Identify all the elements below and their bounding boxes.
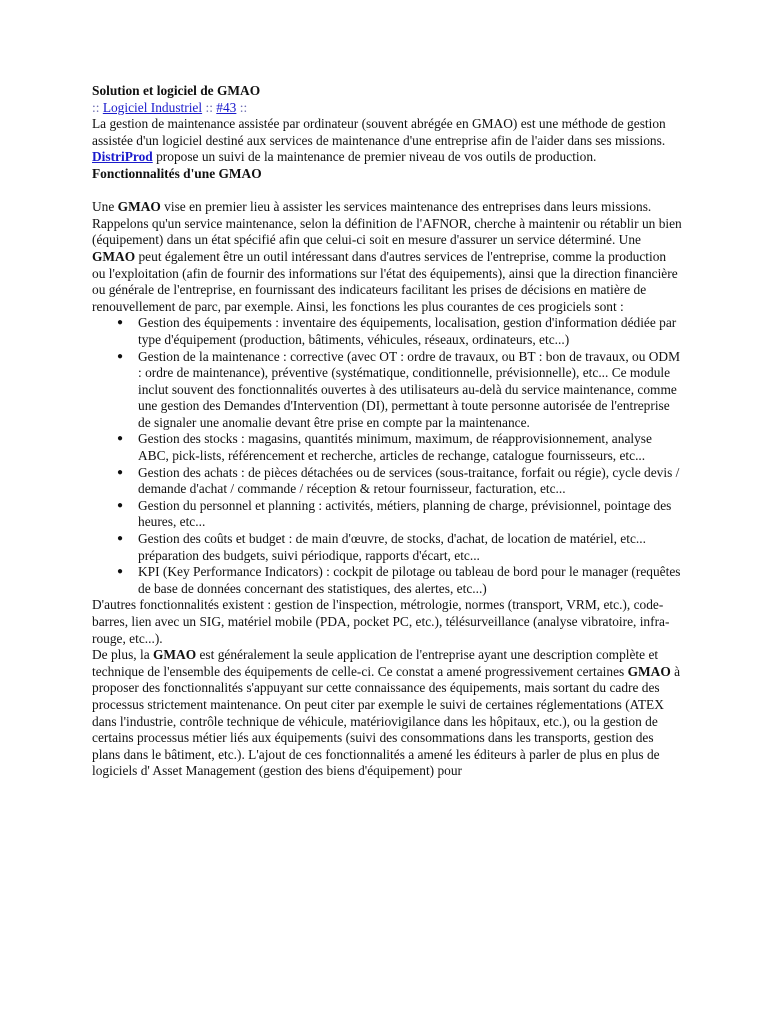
list-item-text: Gestion de la maintenance : corrective (avec OT : ordre de travaux, ou BT : bon de travaux, ou ODM : ordre de maintenance), préventive (systématique, conditionnelle, prévisionnelle), etc... Ce module inclut souvent des fonctionnalités ouvertes à des utilisateurs au-delà du service maintenance, comme une gestion des Demandes d'Intervention (DI), permettant à toute personne autorisée de l'entreprise de signaler une anomalie devant être prise en compte par la maintenance. (138, 348, 681, 430)
paragraph-other-features: D'autres fonctionnalités existent : gestion de l'inspection, métrologie, normes (transport, VRM, etc.), code-barres, lien avec un SIG, matériel mobile (PDA, pocket PC, etc.), télésurveillance (analyse vibratoire, infra-rouge, etc...). (92, 597, 670, 646)
list-item (117, 497, 682, 531)
bullet-icon: ● (117, 533, 124, 545)
bullet-icon: ● (117, 317, 124, 329)
text-run: Une (92, 199, 118, 215)
breadcrumb-link-number[interactable]: #43 (216, 99, 237, 115)
list-item-text: Gestion des stocks : magasins, quantités minimum, maximum, de réapprovisionnement, analyse ABC, pick-lists, référencement et recherche, articles de rechange, catalogue fournisseurs, etc... (138, 431, 652, 464)
paragraph-gmao-intro (92, 199, 682, 315)
text-run: est généralement la seule application de l'entreprise ayant une description complète et technique de l'ensemble des équipements de celle-ci. Ce constat a amené progressivement certaines (92, 647, 659, 679)
blank-line (92, 183, 682, 200)
features-list (92, 315, 682, 597)
text-run: De plus, la (92, 647, 153, 663)
breadcrumb (92, 100, 682, 117)
text-run: vise en premier lieu à assister les services maintenance des entreprises dans leurs missions. Rappelons qu'un service maintenance, selon la définition de l'AFNOR, cherche à maintenir ou rétablir un bien (équipement) dans un état spécifié afin que celui-ci soit en mesure d'assurer un service déterminé. Une (92, 199, 682, 248)
bullet-icon: ● (117, 350, 124, 362)
intro-text: La gestion de maintenance assistée par ordinateur (souvent abrégée en GMAO) est une méthode de gestion assistée d'un logiciel destiné aux services de maintenance d'une entreprise afin de l'aider dans ses missions. (92, 116, 666, 148)
list-item (117, 531, 682, 564)
list-item-text: Gestion des achats : de pièces détachées ou de services (sous-traitance, forfait ou régie), cycle devis / demande d'achat / commande / réception & retour fournisseur, facturation, etc... (138, 464, 680, 497)
gmao-term: GMAO (153, 647, 197, 663)
breadcrumb-separator: :: (239, 99, 248, 115)
bullet-icon: ● (117, 433, 124, 445)
list-item-text: Gestion des coûts et budget : de main d'œuvre, de stocks, d'achat, de location de matériel, etc... préparation des budgets, suivi périodique, rapports d'écart, etc... (138, 531, 646, 563)
intro-paragraph (92, 116, 682, 166)
list-item (117, 315, 682, 348)
gmao-term: GMAO (117, 199, 161, 215)
paragraph-asset-management (92, 647, 682, 780)
gmao-term: GMAO (627, 663, 671, 679)
text-run: à proposer des fonctionnalités s'appuyant sur cette connaissance des équipements, mais sortant du cadre des processus strictement maintenance. On peut citer par exemple le suivi de certaines réglementations (ATEX dans l'industrie, contrôle technique de véhicule, matériovigilance dans les hôpitaux, etc.), ou la gestion de certains processus métier liés aux équipements (suivi des consommations dans les transports, gestion des plans dans le bâtiment, etc.). L'ajout de ces fonctionnalités a amené les éditeurs à parler de plus en plus de logiciels d' Asset Management (gestion des biens d'équipement) pour (92, 663, 681, 779)
gmao-term: GMAO (92, 248, 136, 264)
document-page (92, 83, 682, 780)
text-run: peut également être un outil intéressant dans d'autres services de l'entreprise, comme la production ou l'exploitation (afin de fournir des informations sur l'état des équipements), ainsi que la direction financière ou générale de l'entreprise, en fournissant des indicateurs facilitant les prises de décisions en matière de renouvellement de parc, par exemple. Ainsi, les fonctions les plus courantes de ces progiciels sont : (92, 248, 678, 314)
bullet-icon: ● (117, 499, 124, 511)
breadcrumb-separator: :: (205, 99, 213, 115)
list-item-text: KPI (Key Performance Indicators) : cockpit de pilotage ou tableau de bord pour le manager (requêtes de base de données concernant des statistiques, des alertes, etc...) (138, 564, 681, 596)
bullet-icon: ● (117, 466, 124, 478)
list-item-text: Gestion du personnel et planning : activités, métiers, planning de charge, prévisionnel, pointage des heures, etc... (138, 497, 672, 530)
list-item (117, 564, 682, 597)
list-item (117, 348, 682, 432)
breadcrumb-separator: :: (92, 99, 100, 115)
list-item-text: Gestion des équipements : inventaire des équipements, localisation, gestion d'information dédiée par type d'équipement (production, bâtiments, véhicules, réseaux, ordinateurs, etc...) (138, 315, 677, 347)
breadcrumb-link-logiciel-industriel[interactable]: Logiciel Industriel (102, 99, 203, 115)
list-item (117, 464, 682, 498)
page-title: Solution et logiciel de GMAO (92, 83, 261, 98)
bullet-icon: ● (117, 566, 124, 578)
section-heading: Fonctionnalités d'une GMAO (92, 165, 262, 181)
intro-text-end: propose un suivi de la maintenance de premier niveau de vos outils de production. (152, 149, 597, 165)
list-item (117, 431, 682, 464)
distriprod-link[interactable]: DistriProd (92, 149, 153, 165)
